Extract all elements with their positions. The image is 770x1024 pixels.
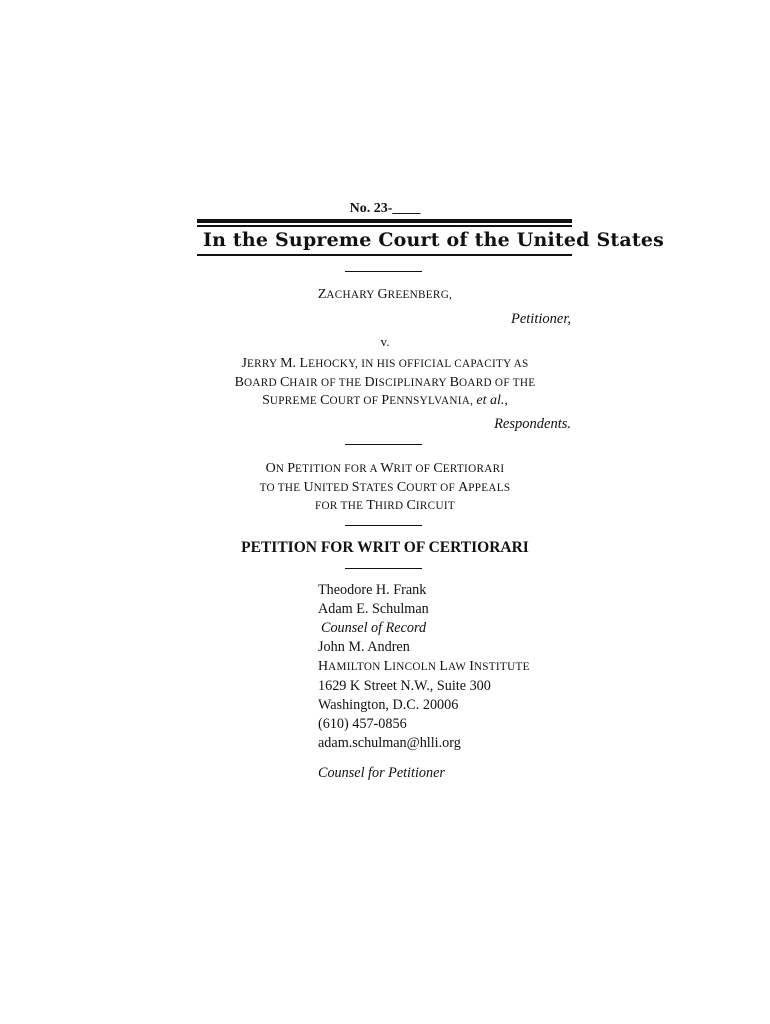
address-line-1: 1629 K Street N.W., Suite 300	[318, 678, 491, 694]
small-caps-initial: B	[234, 375, 244, 390]
separator-dash	[345, 525, 422, 526]
small-caps-initial: U	[303, 480, 314, 495]
small-caps-text: HAIR OF THE	[289, 377, 365, 389]
small-caps-text: FOR THE	[315, 500, 367, 512]
respondent-role: Respondents.	[494, 416, 571, 432]
small-caps-text: AMILTON	[328, 661, 384, 673]
small-caps-initial: C	[320, 393, 330, 408]
small-caps-initial: O	[265, 461, 276, 476]
small-caps-text: RIT OF	[393, 463, 434, 475]
small-caps-text: OARD OF THE	[458, 377, 536, 389]
small-caps-text: IRCUIT	[415, 500, 455, 512]
counsel-block	[318, 581, 530, 783]
counsel-name-andren: John M. Andren	[318, 639, 410, 655]
small-caps-text: ENNSYLVANIA,	[389, 395, 477, 407]
small-caps-initial: S	[262, 393, 270, 408]
counsel-of-record-label: Counsel of Record	[321, 620, 427, 636]
top-thick-rule	[197, 219, 572, 223]
institute-name	[318, 657, 530, 677]
small-caps-initial: C	[396, 480, 407, 495]
court-title: In the Supreme Court of the United States	[203, 229, 665, 251]
small-caps-text: EHOCKY, IN HIS OFFICIAL CAPACITY AS	[308, 358, 529, 370]
small-caps-initial: P	[287, 461, 295, 476]
small-caps-text: TATES	[359, 482, 397, 494]
small-caps-text: OURT OF	[329, 395, 382, 407]
on-petition-line-2	[0, 478, 770, 496]
small-caps-text: NITED	[313, 482, 352, 494]
small-caps-text: ERTIORARI	[442, 463, 505, 475]
small-caps-text: INCOLN	[392, 661, 440, 673]
small-caps-text: OURT OF	[406, 482, 459, 494]
petitioner-name: ZACHARY GREENBERG,	[317, 287, 453, 302]
docket-number: No. 23-____	[349, 201, 421, 216]
small-caps-text: AW	[447, 661, 470, 673]
petitioner-role: Petitioner,	[510, 311, 571, 327]
small-caps-initial: D	[364, 375, 375, 390]
phone-number: (610) 457-0856	[318, 716, 407, 732]
small-caps-initial: W	[380, 461, 394, 476]
small-caps-initial: J	[241, 356, 247, 371]
small-caps-text: TO THE	[259, 482, 304, 494]
small-caps-initial: B	[449, 375, 459, 390]
small-caps-text: N	[275, 463, 288, 475]
small-caps-text: HIRD	[374, 500, 407, 512]
separator-dash	[345, 444, 422, 445]
on-petition-line-1	[0, 459, 770, 477]
small-caps-text: ISCIPLINARY	[374, 377, 450, 389]
small-caps-initial: T	[366, 498, 375, 513]
court-title-rule	[197, 254, 572, 256]
counsel-name-schulman: Adam E. Schulman	[318, 601, 429, 617]
small-caps-text: PPEALS	[468, 482, 511, 494]
small-caps-initial: P	[381, 393, 390, 408]
small-caps-text: OARD	[243, 377, 280, 389]
email-address: adam.schulman@hlli.org	[318, 735, 461, 751]
small-caps-initial: A	[458, 480, 469, 495]
small-caps-text: ERRY	[246, 358, 281, 370]
small-caps-initial: C	[433, 461, 443, 476]
separator-dash	[345, 271, 422, 272]
counsel-for-label: Counsel for Petitioner	[318, 765, 445, 781]
on-petition-line-3	[0, 496, 770, 514]
counsel-name-frank: Theodore H. Frank	[318, 582, 427, 598]
versus: v.	[380, 334, 390, 349]
address-line-2: Washington, D.C. 20006	[318, 697, 459, 713]
small-caps-initial: L	[439, 659, 448, 674]
small-caps-initial: M. L	[280, 356, 309, 371]
document-title: PETITION FOR WRIT OF CERTIORARI	[241, 539, 529, 556]
small-caps-initial: C	[279, 375, 290, 390]
small-caps-initial: C	[406, 498, 416, 513]
small-caps-initial: H	[318, 659, 329, 674]
respondent-line-2	[0, 373, 770, 391]
spacer	[318, 753, 530, 764]
separator-dash	[345, 568, 422, 569]
small-caps-initial: S	[351, 480, 360, 495]
respondent-line-3: SUPREME COURT OF PENNSYLVANIA, et al.,	[262, 393, 508, 408]
respondent-line-1	[0, 354, 770, 372]
small-caps-text: ETITION FOR A	[295, 463, 381, 475]
small-caps-initial: I	[469, 659, 474, 674]
small-caps-initial: L	[383, 659, 393, 674]
small-caps-text: NSTITUTE	[473, 661, 530, 673]
small-caps-text: UPREME	[269, 395, 321, 407]
top-thin-rule	[197, 225, 572, 227]
